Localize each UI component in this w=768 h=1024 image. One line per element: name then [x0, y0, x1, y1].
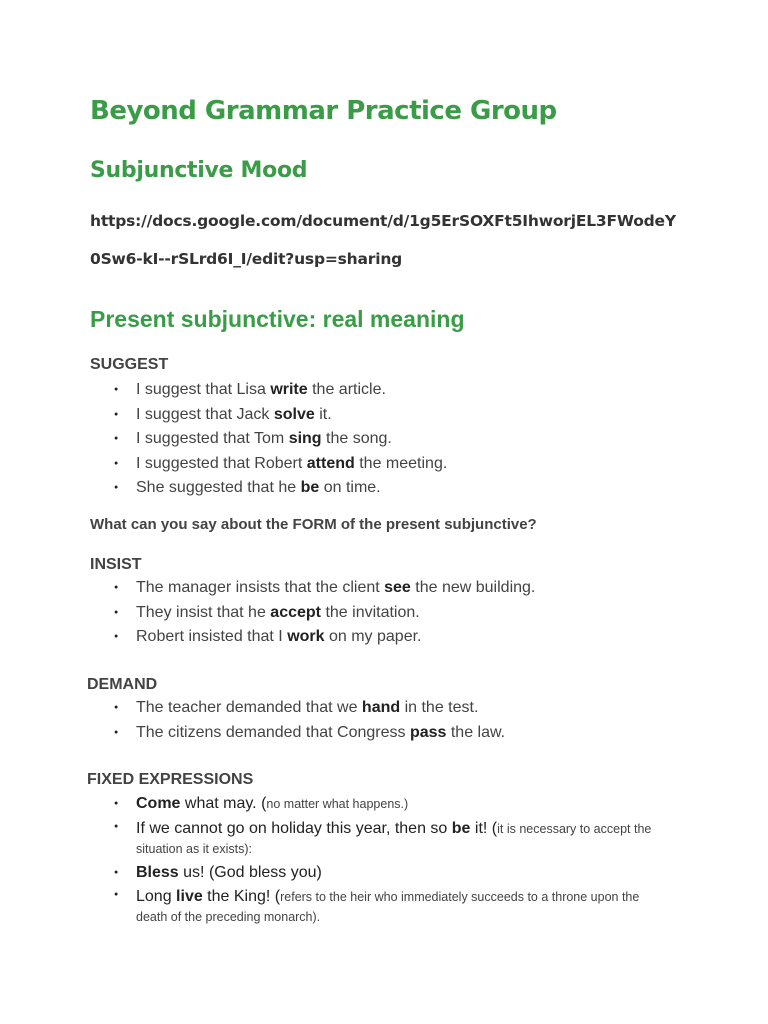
list-item: ● I suggested that Tom sing the song.	[114, 427, 694, 452]
demand-list	[114, 696, 694, 745]
insist-label: INSIST	[90, 556, 142, 573]
insist-list	[114, 576, 694, 650]
list-item: ● They insist that he accept the invitation.	[114, 601, 694, 626]
list-item: ● She suggested that he be on time.	[114, 476, 694, 501]
list-item: ● The teacher demanded that we hand in the test.	[114, 696, 694, 721]
demand-label: DEMAND	[87, 676, 158, 693]
list-item: ● I suggest that Lisa write the article.	[114, 378, 694, 403]
list-item: ● The manager insists that the client see the new building.	[114, 576, 694, 601]
list-item: ● If we cannot go on holiday this year, then so be it! (it is necessary to accept the situation as it exists):	[114, 817, 674, 861]
suggest-label: SUGGEST	[90, 356, 169, 373]
page-title: Beyond Grammar Practice Group	[90, 96, 557, 126]
fixed-expressions-list	[114, 792, 674, 929]
form-question: What can you say about the FORM of the present subjunctive?	[90, 516, 537, 533]
suggest-list	[114, 378, 694, 501]
list-item: ● I suggest that Jack solve it.	[114, 403, 694, 428]
doc-link-line-2[interactable]: 0Sw6-kI--rSLrd6I_I/edit?usp=sharing	[90, 250, 403, 268]
list-item: ● Bless us! (God bless you)	[114, 861, 674, 886]
page-subtitle: Subjunctive Mood	[90, 158, 308, 183]
list-item: ● I suggested that Robert attend the meeting.	[114, 452, 694, 477]
doc-link-line-1[interactable]: https://docs.google.com/document/d/1g5ErSOXFt5IhworjEL3FWodeY	[90, 212, 676, 230]
section-heading: Present subjunctive: real meaning	[90, 306, 465, 332]
list-item: ● The citizens demanded that Congress pass the law.	[114, 721, 694, 746]
list-item: ● Robert insisted that I work on my paper.	[114, 625, 694, 650]
fixed-expressions-label: FIXED EXPRESSIONS	[87, 771, 254, 788]
list-item: ● Come what may. (no matter what happens.)	[114, 792, 674, 817]
list-item: ● Long live the King! (refers to the heir who immediately succeeds to a throne upon the death of the preceding monarch).	[114, 885, 674, 929]
